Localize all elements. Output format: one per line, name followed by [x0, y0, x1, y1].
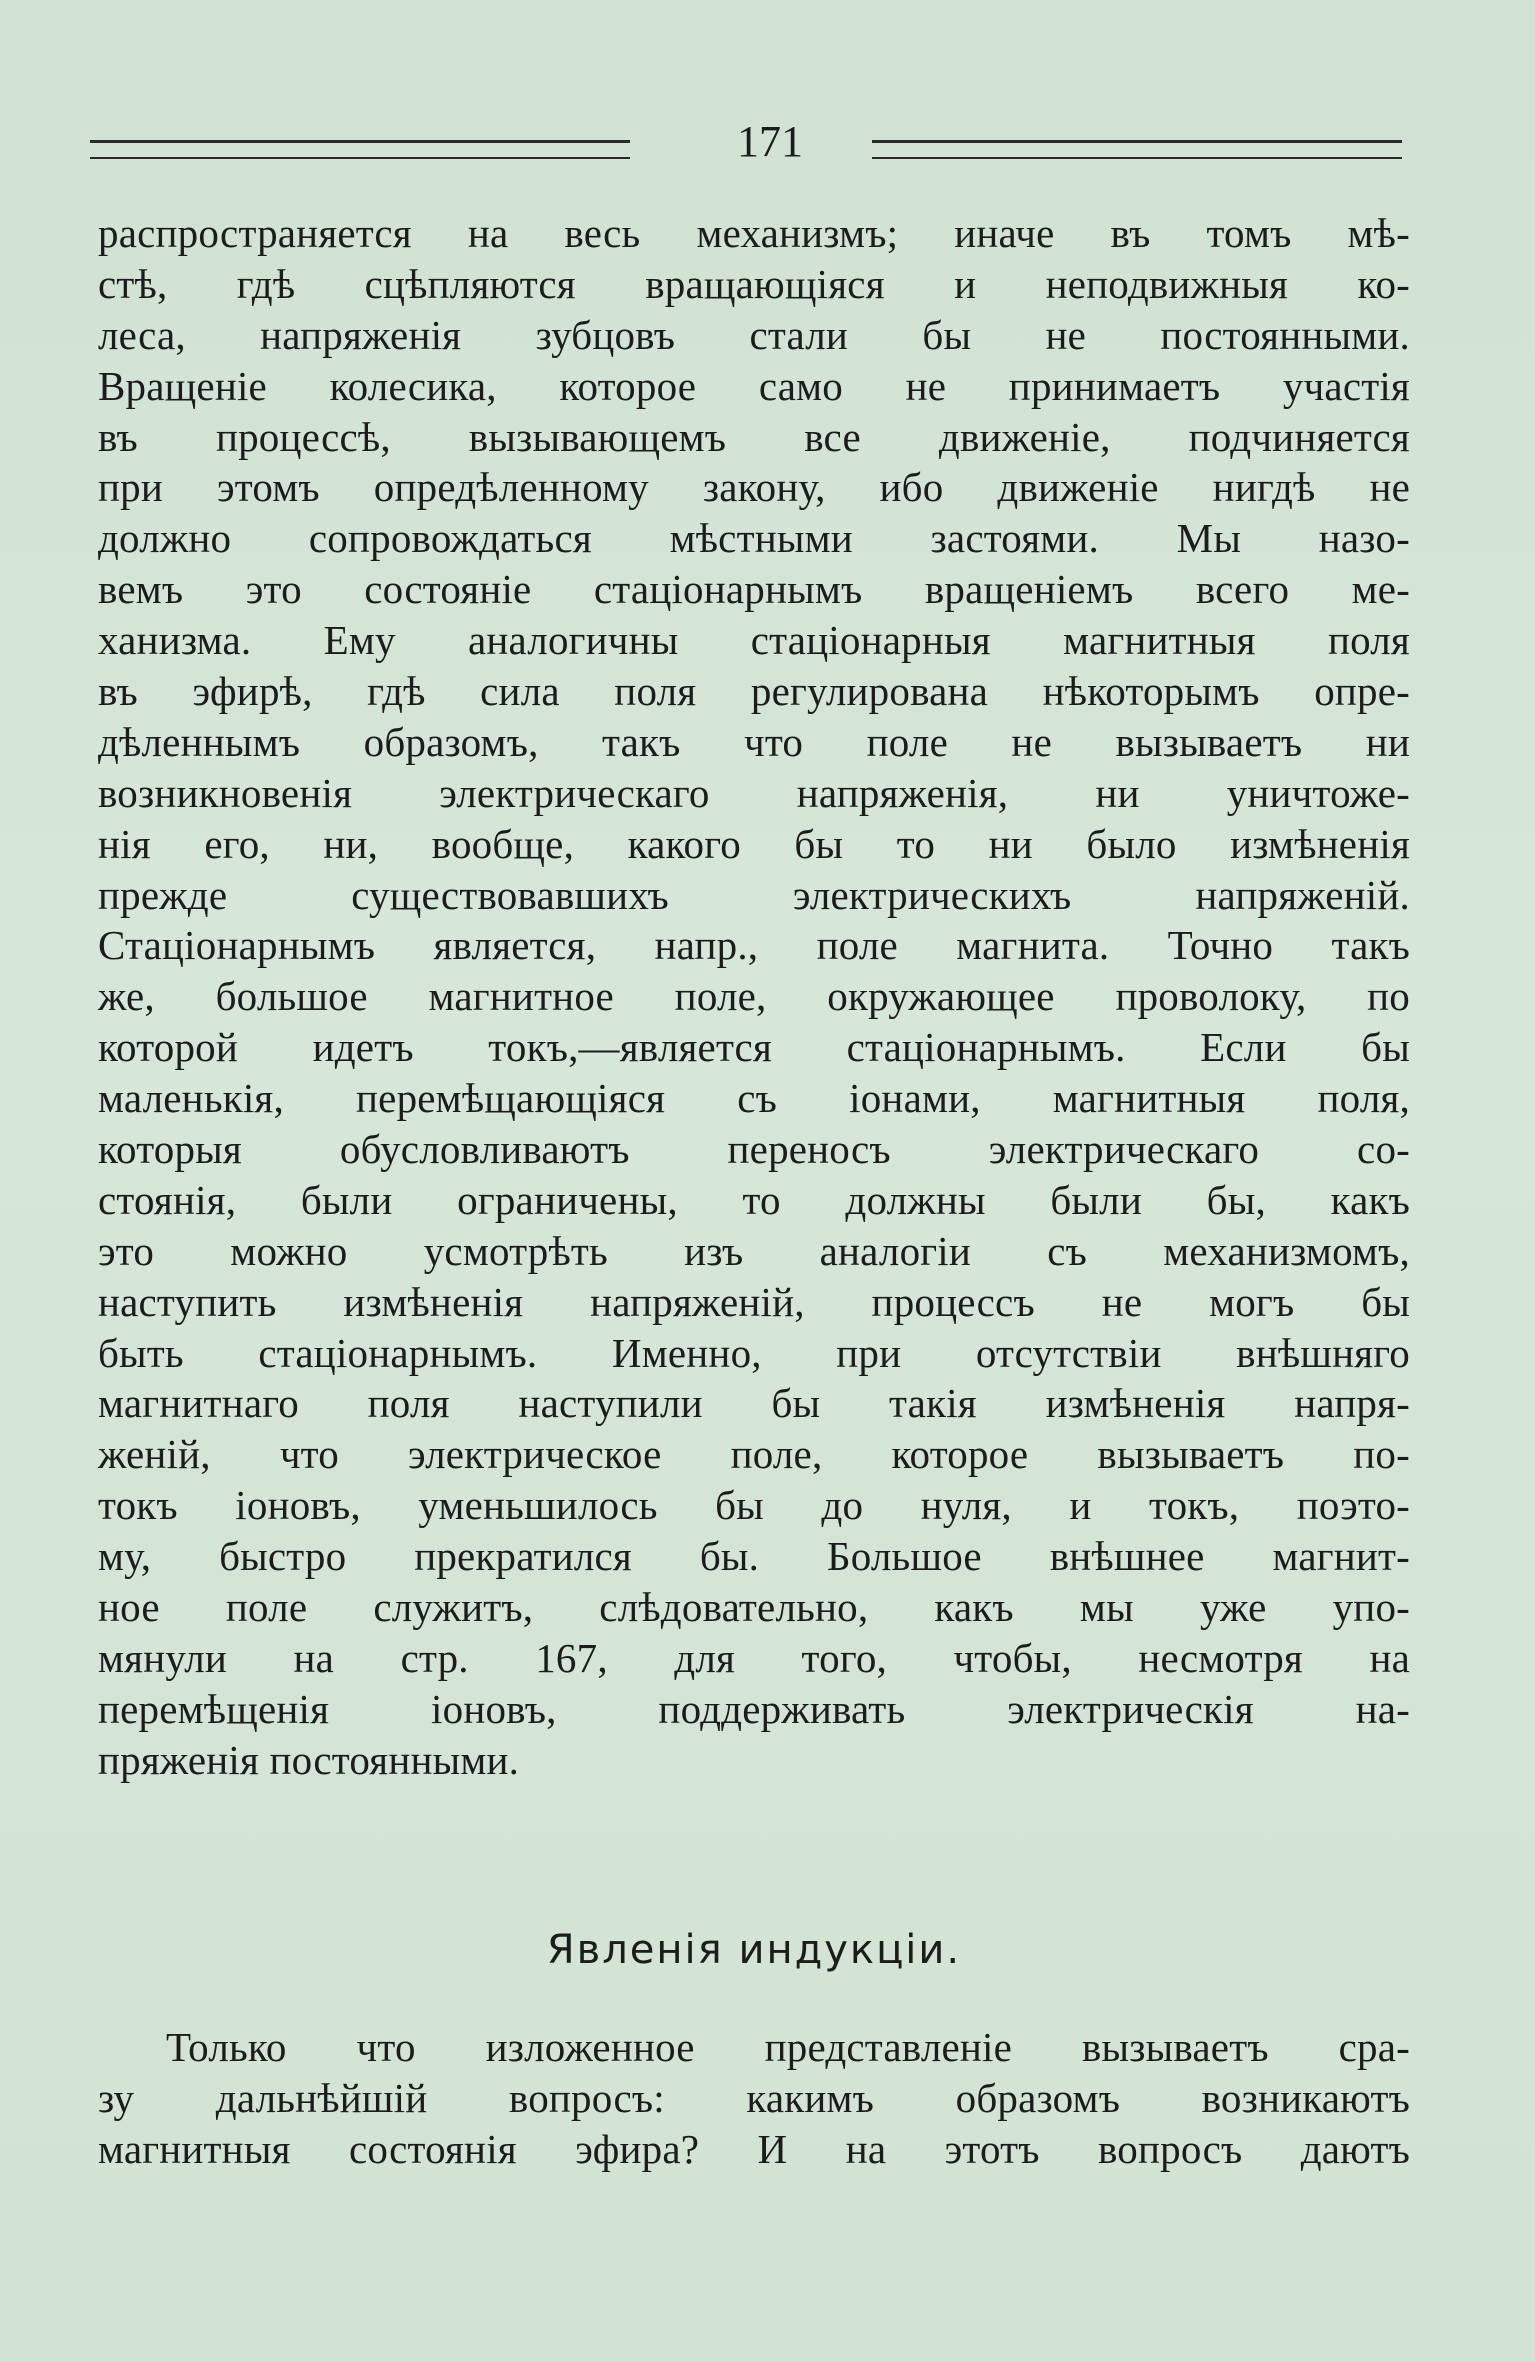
- text-line: Стаціонарнымъ является, напр., поле магнита. Точно такъ: [98, 922, 1410, 969]
- text-line: дѣленнымъ образомъ, такъ что поле не вызываетъ ни: [98, 718, 1410, 765]
- text-line: мянули на стр. 167, для того, чтобы, несмотря на: [98, 1634, 1410, 1681]
- text-line: же, большое магнитное поле, окружающее проволоку, по: [98, 973, 1410, 1020]
- text-line: вемъ это состояніе стаціонарнымъ вращеніемъ всего ме-: [98, 566, 1410, 613]
- text-line: это можно усмотрѣть изъ аналогіи съ механизмомъ,: [98, 1227, 1410, 1274]
- text-line: должно сопровождаться мѣстными застоями. Мы назо-: [98, 515, 1410, 562]
- page-header: [90, 112, 1405, 172]
- text-line: въ процессѣ, вызывающемъ все движеніе, подчиняется: [98, 413, 1410, 460]
- text-line: токъ іоновъ, уменьшилось бы до нуля, и токъ, поэто-: [98, 1482, 1410, 1529]
- header-rule-left: [90, 140, 630, 159]
- body-paragraph: [98, 208, 1410, 1786]
- text-line: магнитныя состоянія эфира? И на этотъ вопросъ даютъ: [98, 2125, 1410, 2172]
- section-heading: Явленія индукціи.: [546, 1927, 962, 1973]
- text-line: прежде существовавшихъ электрическихъ напряженій.: [98, 871, 1410, 918]
- text-line: наступить измѣненія напряженій, процессъ не могъ бы: [98, 1278, 1410, 1325]
- text-line: стоянія, были ограничены, то должны были бы, какъ: [98, 1176, 1410, 1223]
- text-line: ное поле служитъ, слѣдовательно, какъ мы уже упо-: [98, 1584, 1410, 1631]
- header-rule-right: [872, 140, 1402, 159]
- text-line: пряженія постоянными.: [98, 1736, 520, 1783]
- text-line: при этомъ опредѣленному закону, ибо движеніе нигдѣ не: [98, 464, 1410, 511]
- text-line: му, быстро прекратился бы. Большое внѣшнее магнит-: [98, 1533, 1410, 1580]
- text-line: зу дальнѣйшій вопросъ: какимъ образомъ возникаютъ: [98, 2074, 1410, 2121]
- text-line: ханизма. Ему аналогичны стаціонарныя магнитныя поля: [98, 617, 1410, 664]
- text-line: быть стаціонарнымъ. Именно, при отсутствіи внѣшняго: [98, 1329, 1410, 1376]
- text-line: которыя обусловливаютъ переносъ электрическаго со-: [98, 1126, 1410, 1173]
- text-line: стѣ, гдѣ сцѣпляются вращающіяся и неподвижныя ко-: [98, 260, 1410, 307]
- text-line: нія его, ни, вообще, какого бы то ни было измѣненія: [98, 820, 1410, 867]
- text-line: магнитнаго поля наступили бы такія измѣненія напря-: [98, 1380, 1410, 1427]
- text-line: перемѣщенія іоновъ, поддерживать электрическія на-: [98, 1685, 1410, 1732]
- text-line: маленькія, перемѣщающіяся съ іонами, магнитныя поля,: [98, 1075, 1410, 1122]
- second-paragraph: [98, 2022, 1410, 2175]
- text-line: возникновенія электрическаго напряженія, ни уничтоже-: [98, 769, 1410, 816]
- page-number: 171: [737, 117, 803, 166]
- text-line: въ эфирѣ, гдѣ сила поля регулирована нѣкоторымъ опре-: [98, 668, 1410, 715]
- text-line: которой идетъ токъ,—является стаціонарнымъ. Если бы: [98, 1024, 1410, 1071]
- text-line: распространяется на весь механизмъ; иначе въ томъ мѣ-: [98, 210, 1410, 256]
- text-line: леса, напряженія зубцовъ стали бы не постоянными.: [98, 311, 1410, 358]
- text-line: Только что изложенное представленіе вызываетъ сра-: [166, 2024, 1410, 2070]
- text-line: женій, что электрическое поле, которое вызываетъ по-: [98, 1431, 1410, 1478]
- text-line: Вращеніе колесика, которое само не принимаетъ участія: [98, 362, 1410, 409]
